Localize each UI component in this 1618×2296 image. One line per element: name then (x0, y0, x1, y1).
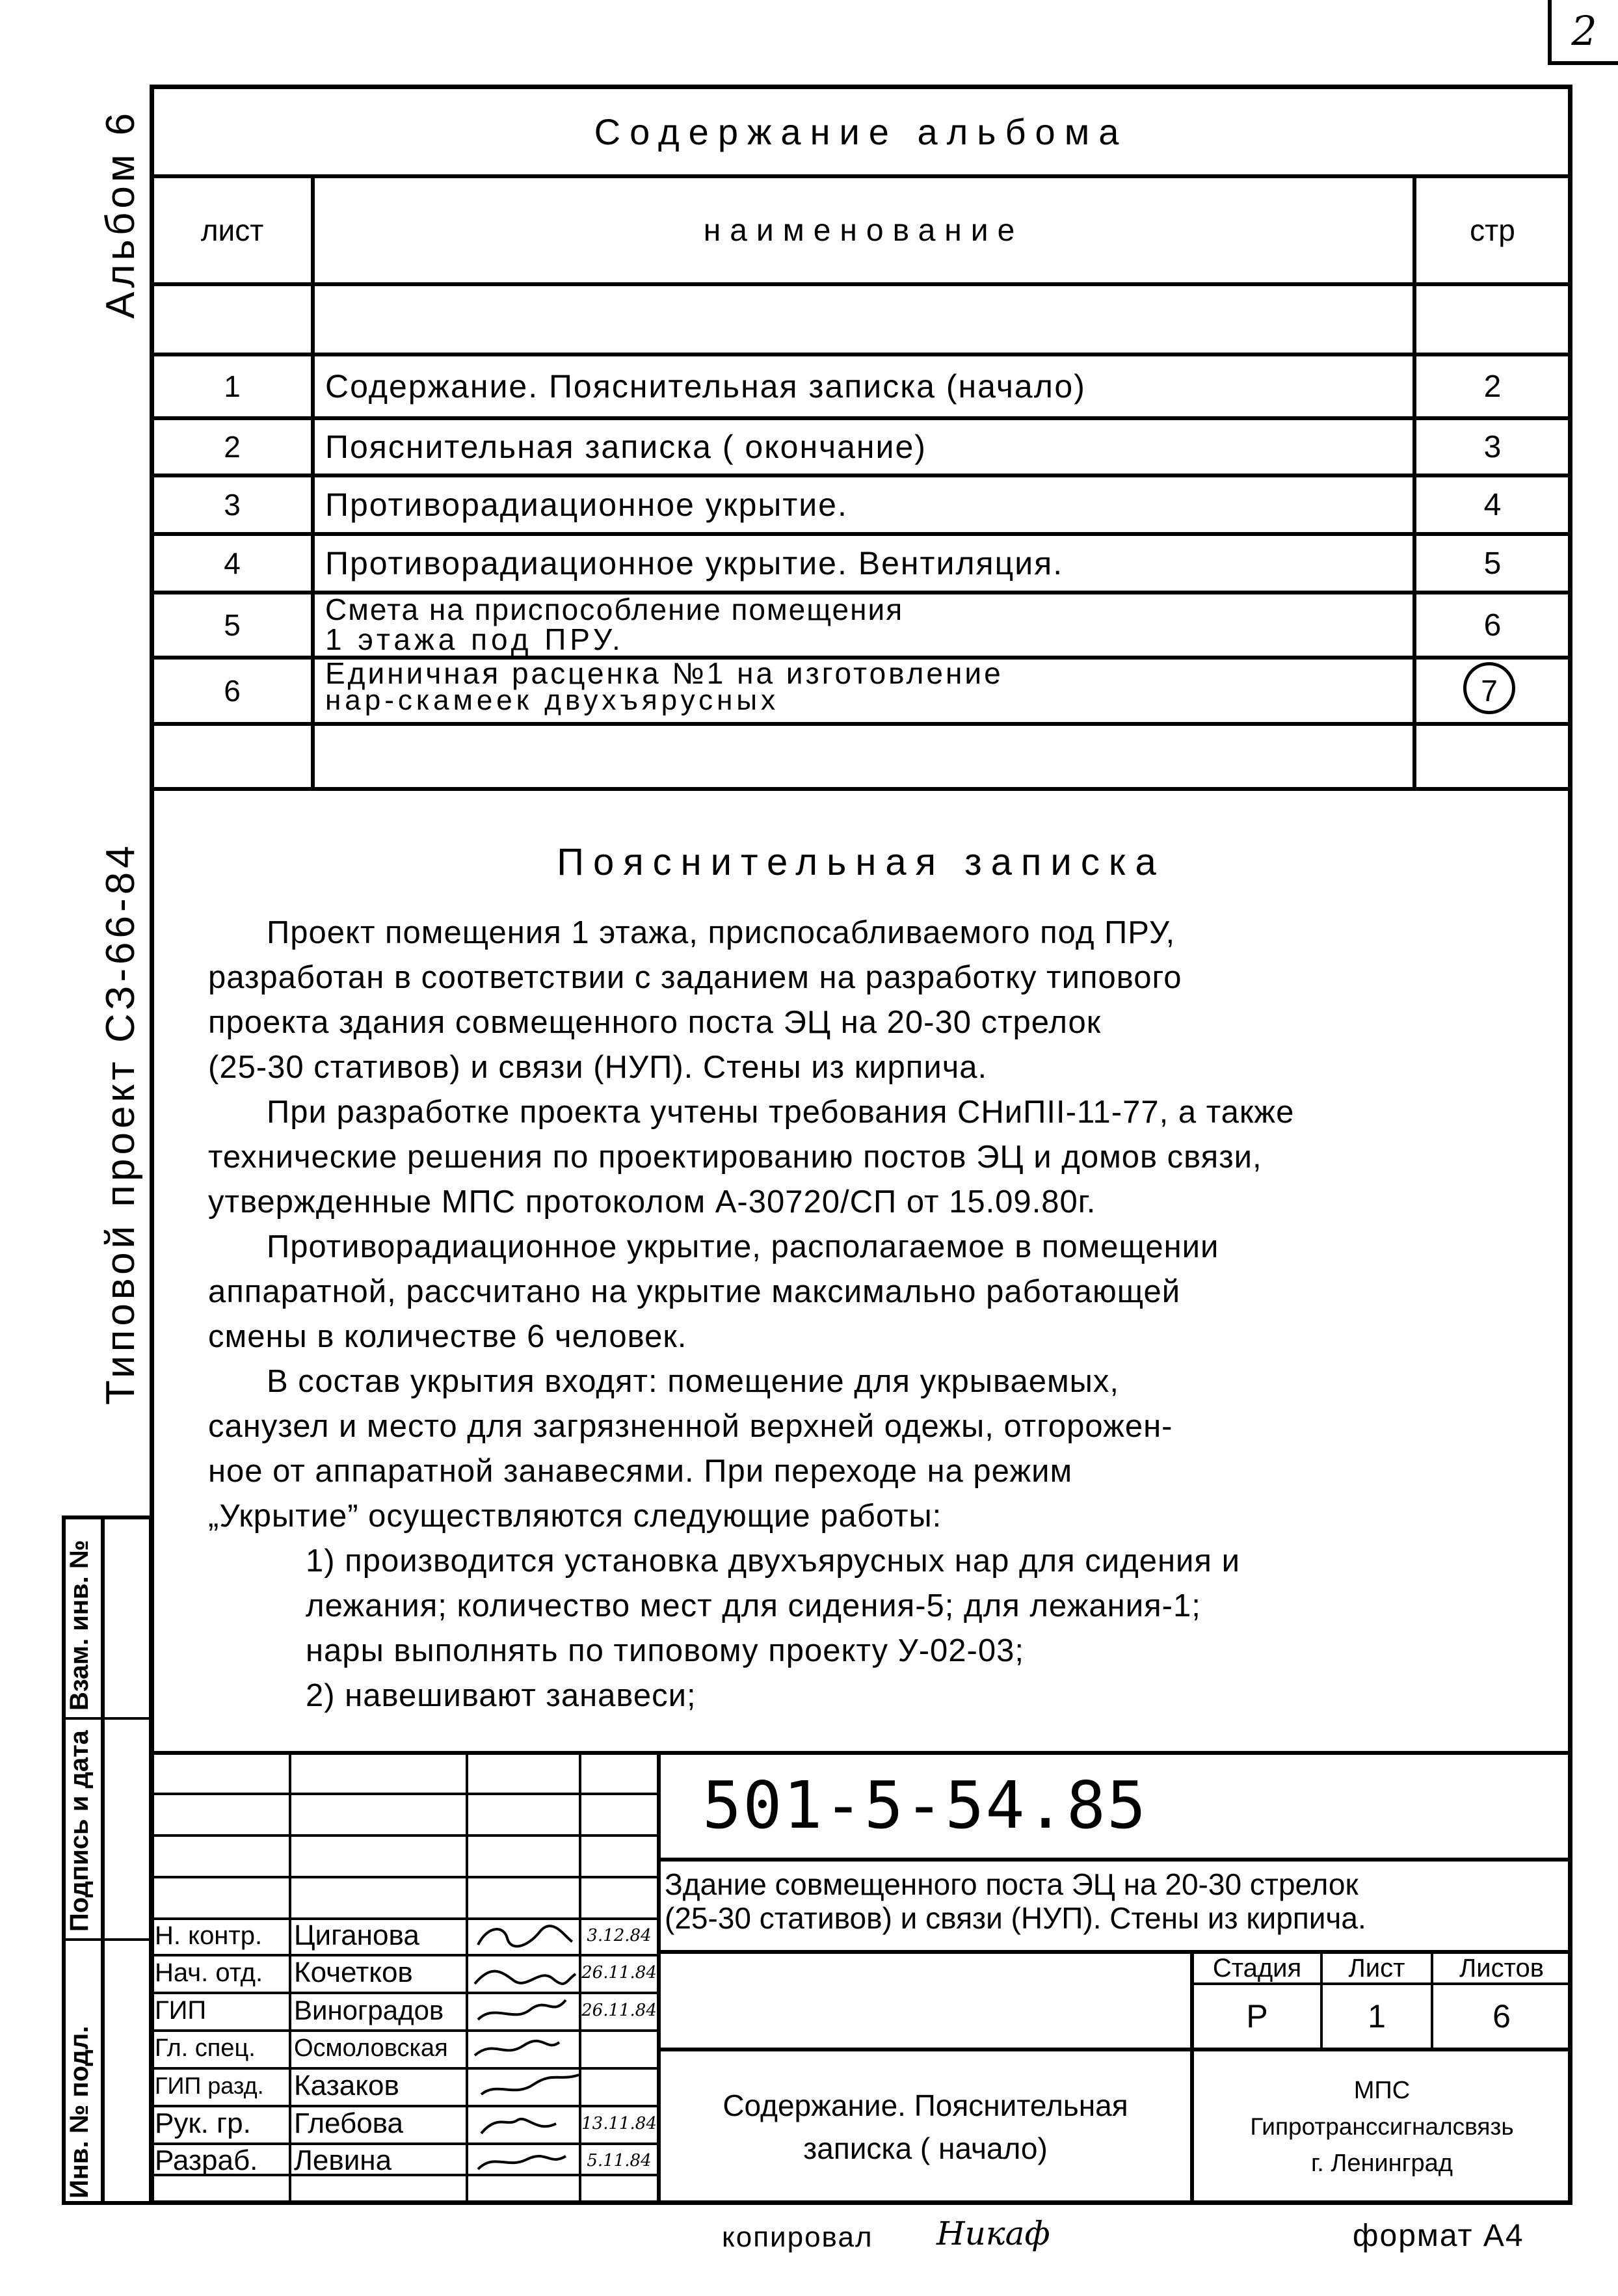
contents-row-name-l2: нар-скамеек двухъярусных (325, 684, 780, 716)
signer-name: Казаков (294, 2070, 399, 2102)
note-line: „Укрытие” осуществляются следующие работы: (208, 1499, 942, 1534)
signature-mark (481, 2119, 556, 2133)
contents-row-sheet: 3 (224, 488, 241, 522)
contents-row-page: 6 (1483, 607, 1502, 643)
side-vzam-inv: Взам. инв. № (65, 1540, 94, 1711)
project-label: Типовой проект СЗ-66-84 (98, 842, 143, 1405)
signature-mark (478, 2156, 566, 2169)
signer-role: Гл. спец. (155, 2034, 256, 2062)
signer-date: 26.11.84 (581, 2001, 657, 2020)
signer-date: 5.11.84 (587, 2151, 652, 2170)
org-ministry: МПС (1353, 2077, 1411, 2104)
signer-role: ГИП (155, 1996, 207, 2025)
format-label: формат А4 (1353, 2219, 1524, 2253)
signers-row-line (150, 1876, 657, 1878)
note-line: В состав укрытия входят: помещение для укрываемых, (267, 1364, 1119, 1399)
contents-row-name-l1: Смета на приспособление помещения (325, 593, 904, 626)
signature-scribbles (468, 1919, 579, 2179)
contents-row-page: 3 (1483, 429, 1502, 464)
signature-mark (475, 1971, 576, 1984)
contents-row-name: Пояснительная записка ( окончание) (325, 429, 927, 465)
title-block-line (657, 1858, 1572, 1862)
signer-role: Н. контр. (155, 1921, 263, 1950)
album-label: Альбом 6 (98, 109, 143, 319)
signer-role: Разраб. (155, 2144, 258, 2176)
contents-header-page: стр (1470, 213, 1515, 247)
side-stamp-line (62, 1717, 153, 1720)
side-stamp-divider (101, 1515, 105, 2205)
building-description: Здание совмещенного поста ЭЦ на 20-30 стрелок (665, 1867, 1359, 1901)
note-title: Пояснительная записка (557, 840, 1165, 883)
note-line: лежания; количество мест для сидения-5; для лежания-1; (306, 1588, 1201, 1623)
signer-name: Кочетков (294, 1956, 413, 1988)
note-line: утвержденные МПС протоколом А-30720/СП от 15.09.80г. (208, 1184, 1096, 1220)
side-inv-podl: Инв. № подл. (65, 2025, 94, 2198)
sheet-title (661, 2055, 1190, 2198)
note-line: разработан в соответствии с заданием на разработку типового (208, 960, 1182, 995)
contents-header-name: наименование (703, 213, 1024, 248)
note-line: санузел и место для загрязненной верхней одежы, отгорожен- (208, 1409, 1173, 1444)
contents-row-name: Противорадиационное укрытие. Вентиляция. (325, 545, 1064, 581)
contents-row-page: 4 (1483, 487, 1502, 522)
contents-row-sheet: 6 (224, 674, 241, 708)
title-block-top-line (150, 1751, 1572, 1755)
copied-signature: Никаф (936, 2215, 1050, 2252)
note-line: При разработке проекта учтены требования СНиПII-11-77, а также (267, 1095, 1295, 1130)
note-line: нары выполнять по типовому проекту У-02-03; (306, 1633, 1024, 1668)
note-line: 2) навешивают занавеси; (306, 1678, 696, 1713)
sheets-header: Листов (1459, 1953, 1544, 1982)
contents-row-sheet: 5 (224, 608, 241, 642)
note-line: (25-30 стативов) и связи (НУП). Стены из кирпича. (208, 1050, 988, 1085)
stage-value: Р (1246, 1998, 1268, 2035)
signer-name: Виноградов (294, 1995, 444, 2025)
contents-row-name: Противорадиационное укрытие. (325, 487, 848, 523)
contents-title: Содержание альбома (594, 111, 1128, 152)
contents-row-page: 7 (1481, 674, 1498, 708)
signer-role: Нач. отд. (155, 1958, 263, 1987)
signer-name: Циганова (294, 1919, 419, 1951)
sheet-title-line: записка ( начало) (803, 2131, 1048, 2165)
note-line: проекта здания совмещенного поста ЭЦ на 20-30 стрелок (208, 1005, 1102, 1040)
note-body (208, 911, 1567, 1718)
contents-row-name: Содержание. Пояснительная записка (начало) (325, 368, 1086, 405)
org-institute: Гипротранссигналсвязь (1250, 2113, 1514, 2140)
side-stamp-line (62, 1938, 153, 1941)
signer-date: 3.12.84 (587, 1926, 652, 1945)
contents-header-sheet: лист (200, 213, 264, 247)
note-line: Противорадиационное укрытие, располагаемое в помещении (267, 1229, 1219, 1264)
signers-row-line (150, 1834, 657, 1837)
note-line: технические решения по проектированию постов ЭЦ и домов связи, (208, 1140, 1262, 1175)
signers-col (289, 1751, 291, 2205)
contents-row-sheet: 4 (224, 546, 241, 580)
contents-row-name-l2: 1 этажа под ПРУ. (325, 622, 624, 656)
title-block-line (657, 2048, 1572, 2051)
document-code: 501-5-54.85 (702, 1767, 1148, 1843)
sheet-title-line: Содержание. Пояснительная (723, 2089, 1128, 2122)
signers-row-line (150, 1793, 657, 1795)
contents-bottom-line (150, 787, 1572, 791)
note-line: 1) производится установка двухъярусных нар для сидения и (306, 1543, 1240, 1579)
contents-row-name-l1: Единичная расценка №1 на изготовление (325, 656, 1003, 690)
signer-role: ГИП разд. (155, 2072, 264, 2099)
contents-line (150, 722, 1572, 726)
signature-mark (478, 2000, 566, 2020)
signer-role: Рук. гр. (155, 2107, 251, 2139)
contents-row-page: 5 (1483, 546, 1502, 581)
building-description-2: (25-30 стативов) и связи (НУП). Стены из кирпича. (665, 1901, 1366, 1935)
note-line: смены в количестве 6 человек. (208, 1319, 687, 1354)
signature-mark (475, 2041, 559, 2055)
sheet-value: 1 (1368, 1998, 1386, 2035)
signer-name: Глебова (294, 2107, 404, 2139)
contents-row-page: 2 (1483, 369, 1502, 404)
sheet-header: Лист (1348, 1953, 1405, 1982)
organization (1194, 2055, 1570, 2198)
stage-header: Стадия (1212, 1953, 1302, 1982)
signature-mark (481, 2075, 579, 2094)
signer-date: 13.11.84 (581, 2114, 657, 2133)
note-line: аппаратной, рассчитано на укрытие максимально работающей (208, 1274, 1181, 1309)
signature-mark (478, 1926, 572, 1946)
copied-label: копировал (722, 2221, 873, 2253)
signer-name: Левина (294, 2144, 392, 2176)
contents-row-sheet: 2 (224, 430, 241, 464)
signer-name: Осмоловская (294, 2034, 448, 2062)
side-sign-date: Подпись и дата (65, 1730, 94, 1932)
note-line: ное от аппаратной занавесями. При переходе на режим (208, 1454, 1073, 1489)
corner-page-number: 2 (1571, 7, 1597, 55)
signer-date: 26.11.84 (581, 1963, 657, 1982)
sheets-value: 6 (1492, 1998, 1511, 2035)
contents-line (150, 282, 1572, 286)
contents-row-sheet: 1 (224, 369, 241, 403)
org-city: г. Ленинград (1311, 2150, 1453, 2177)
note-line: Проект помещения 1 этажа, приспосабливаемого под ПРУ, (267, 915, 1176, 950)
